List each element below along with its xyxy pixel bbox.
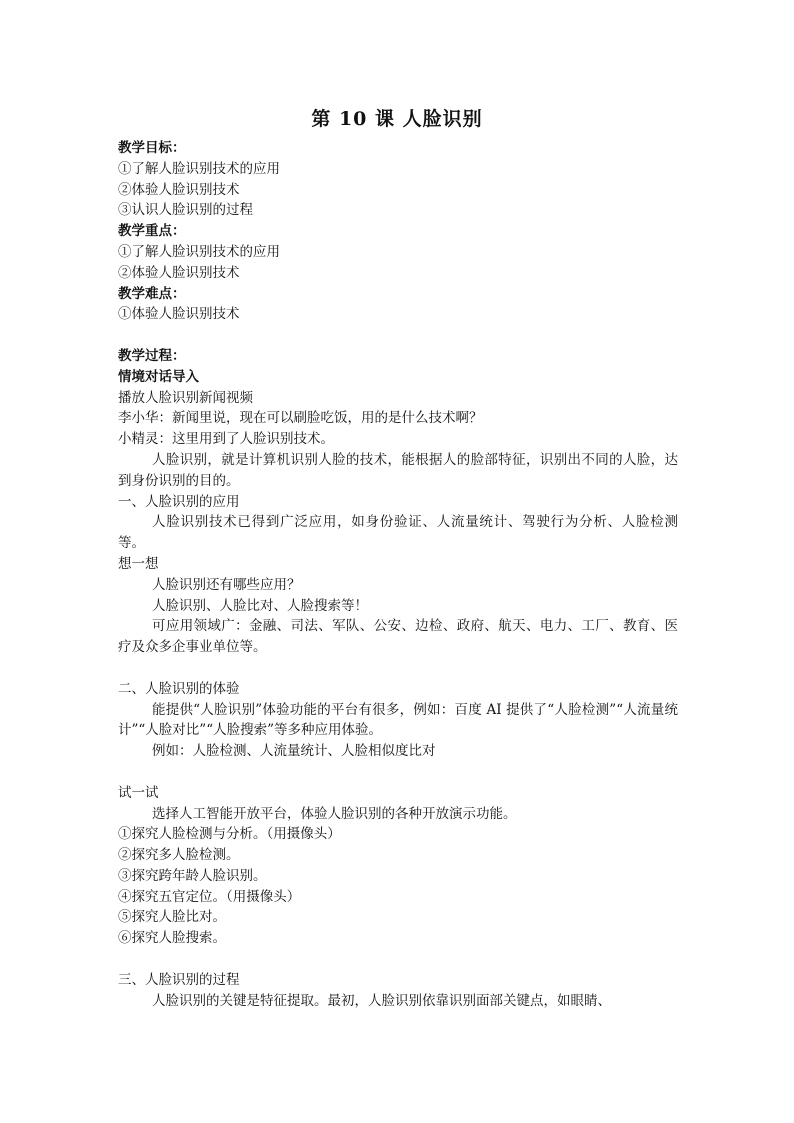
difficulty-item: ①体验人脸识别技术 <box>118 306 240 323</box>
section-paragraph: 能提供“人脸识别”体验功能的平台有很多，例如：百度 AI 提供了“人脸检测”“人流量统计”“人脸对比”“人脸搜索”等多种应用体验。 <box>118 701 678 739</box>
try-item: ④探究五官定位。（用摄像头） <box>118 888 301 905</box>
dialog-line: 李小华：新闻里说，现在可以刷脸吃饭，用的是什么技术啊？ <box>118 410 483 427</box>
intro-heading: 情境对话导入 <box>118 368 199 385</box>
blank-line <box>118 762 678 783</box>
section-paragraph: 人脸识别的关键是特征提取。最初，人脸识别依靠识别面部关键点，如眼睛、 <box>152 992 611 1009</box>
try-item: ③探究跨年龄人脸识别。 <box>118 867 267 884</box>
section-heading: 二、人脸识别的体验 <box>118 680 240 697</box>
think-answer: 人脸识别、人脸比对、人脸搜索等！ <box>152 597 368 614</box>
try-heading: 试一试 <box>118 784 159 801</box>
definition-paragraph: 人脸识别，就是计算机识别人脸的技术，能根据人的脸部特征，识别出不同的人脸，达到身份识别的目的。 <box>118 451 678 489</box>
section-heading: 三、人脸识别的过程 <box>118 971 240 988</box>
objectives-heading: 教学目标： <box>118 140 186 156</box>
think-heading: 想一想 <box>118 555 159 572</box>
try-paragraph: 选择人工智能开放平台，体验人脸识别的各种开放演示功能。 <box>152 805 517 822</box>
try-item: ⑥探究人脸搜索。 <box>118 930 226 947</box>
dialog-line: 小精灵：这里用到了人脸识别技术。 <box>118 431 334 448</box>
try-item: ⑤探究人脸比对。 <box>118 909 226 926</box>
objective-item: ②体验人脸识别技术 <box>118 181 240 198</box>
difficulties-heading: 教学难点： <box>118 285 186 302</box>
try-item: ①探究人脸检测与分析。（用摄像头） <box>118 826 341 843</box>
document-body <box>118 138 678 1011</box>
section-heading: 一、人脸识别的应用 <box>118 493 240 510</box>
example-line: 例如：人脸检测、人流量统计、人脸相似度比对 <box>152 743 436 760</box>
video-line: 播放人脸识别新闻视频 <box>118 389 253 406</box>
process-heading: 教学过程： <box>118 347 186 364</box>
try-item: ②探究多人脸检测。 <box>118 847 240 864</box>
objective-item: ③认识人脸识别的过程 <box>118 202 253 219</box>
blank-line <box>118 325 678 346</box>
section-paragraph: 人脸识别技术已得到广泛应用，如身份验证、人流量统计、驾驶行为分析、人脸检测等。 <box>118 514 678 552</box>
blank-line <box>118 949 678 970</box>
key-point-item: ②体验人脸识别技术 <box>118 264 240 281</box>
domains-paragraph: 可应用领域广：金融、司法、军队、公安、边检、政府、航天、电力、工厂、教育、医疗及众多企事业单位等。 <box>118 618 678 656</box>
page-title: 第 10 课 人脸识别 <box>311 108 483 130</box>
think-question: 人脸识别还有哪些应用？ <box>152 576 301 593</box>
key-points-heading: 教学重点： <box>118 223 186 240</box>
blank-line <box>118 658 678 679</box>
objective-item: ①了解人脸识别技术的应用 <box>118 160 280 177</box>
key-point-item: ①了解人脸识别技术的应用 <box>118 243 280 260</box>
